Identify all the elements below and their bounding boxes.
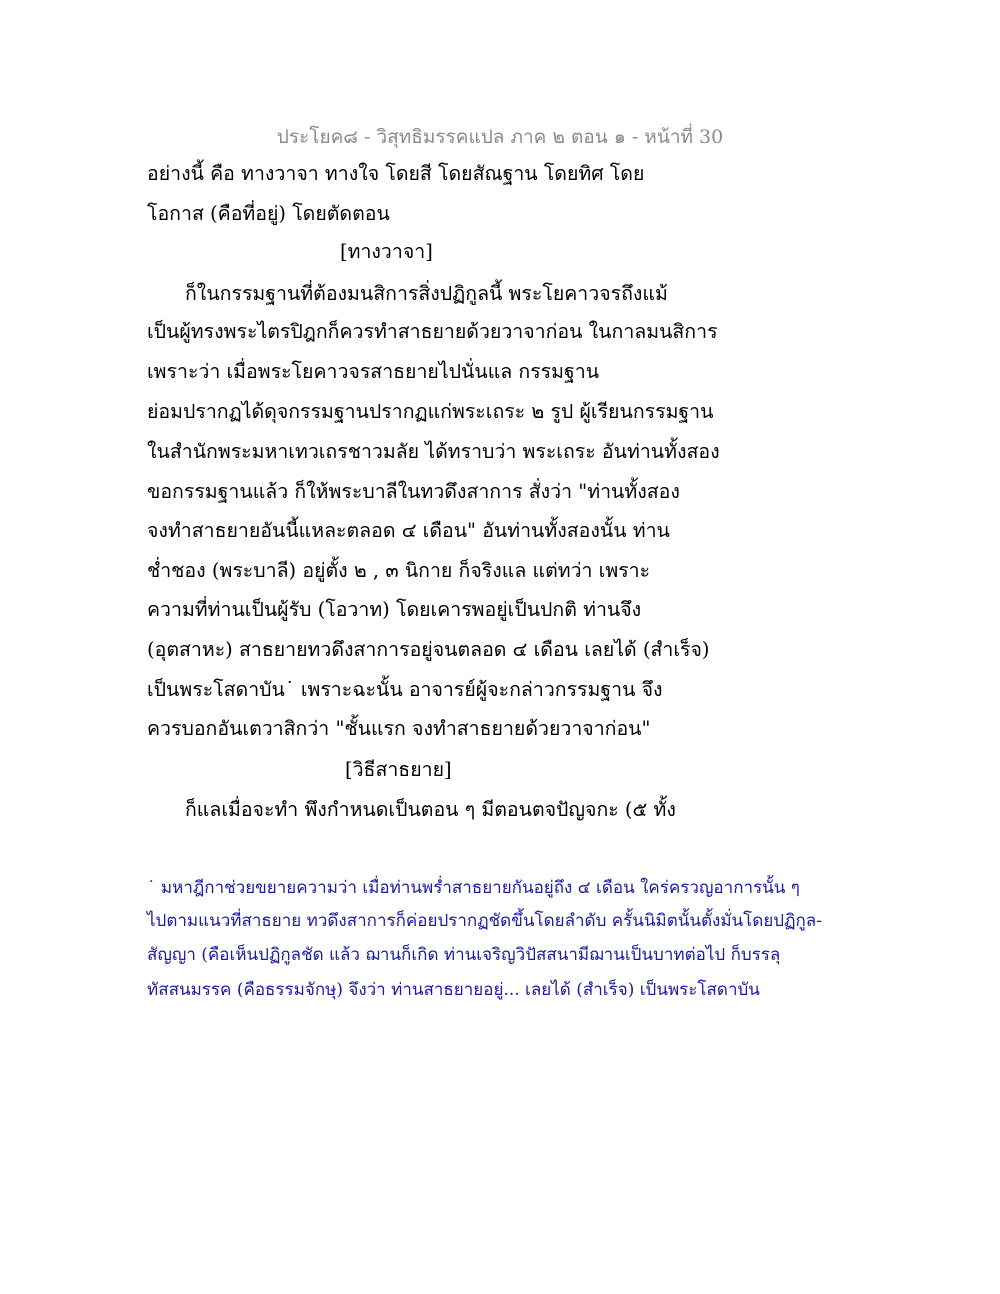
- body-line-11: ช่ำชอง (พระบาลี) อยู่ตั้ง ๒ , ๓ นิกาย ก็จริงแล แต่ทว่า เพราะ: [147, 559, 651, 582]
- body-line-6: เพราะว่า เมื่อพระโยคาวจรสาธยายไปนั่นแล กรรมฐาน: [147, 360, 600, 383]
- body-line-7: ย่อมปรากฏได้ดุจกรรมฐานปรากฏแก่พระเถระ ๒ รูป ผู้เรียนกรรมฐาน: [147, 400, 714, 423]
- body-line-13: (อุตสาหะ) สาธยายทวดึงสาการอยู่จนตลอด ๔ เดือน เลยได้ (สำเร็จ): [147, 638, 710, 661]
- section-heading-vocal: [ทางวาจา]: [340, 240, 433, 263]
- body-line-17: ก็แลเมื่อจะทำ พึงกำหนดเป็นตอน ๆ มีตอนตจปัญจกะ (๕ ทั้ง: [185, 798, 676, 821]
- footnote-line-1: ˙ มหาฎีกาช่วยขยายความว่า เมื่อท่านพร่ำสาธยายกันอยู่ถึง ๔ เดือน ใคร่ครวญอาการนั้น ๆ: [147, 878, 800, 898]
- footnote-line-2: ไปตามแนวที่สาธยาย ทวดึงสาการก็ค่อยปรากฏชัดขึ้นโดยลำดับ ครั้นนิมิตนั้นตั้งมั่นโดยปฏิกูล-: [147, 911, 822, 931]
- body-line-5: เป็นผู้ทรงพระไตรปิฎกก็ควรทำสาธยายด้วยวาจาก่อน ในกาลมนสิการ: [147, 320, 718, 343]
- page-header: ประโยค๘ - วิสุทธิมรรคแปล ภาค ๒ ตอน ๑ - หน้าที่ 30: [276, 126, 724, 148]
- body-line-8: ในสำนักพระมหาเทวเถรชาวมลัย ได้ทราบว่า พระเถระ อันท่านทั้งสอง: [147, 440, 720, 463]
- body-line-1: อย่างนี้ คือ ทางวาจา ทางใจ โดยสี โดยสัณฐาน โดยทิศ โดย: [147, 162, 645, 185]
- body-line-14: เป็นพระโสดาบัน˙ เพราะฉะนั้น อาจารย์ผู้จะกล่าวกรรมฐาน จึง: [147, 678, 663, 701]
- body-line-12: ความที่ท่านเป็นผู้รับ (โอวาท) โดยเคารพอยู่เป็นปกติ ท่านจึง: [147, 598, 642, 621]
- body-line-2: โอกาส (คือที่อยู่) โดยตัดตอน: [147, 202, 390, 225]
- body-line-9: ขอกรรมฐานแล้ว ก็ให้พระบาลีในทวดึงสาการ สั่งว่า "ท่านทั้งสอง: [147, 480, 680, 503]
- footnote-line-3: สัญญา (คือเห็นปฏิกูลชัด แล้ว ฌานก็เกิด ท่านเจริญวิปัสสนามีฌานเป็นบาทต่อไป ก็บรรลุ: [147, 945, 781, 965]
- section-heading-method: [วิธีสาธยาย]: [345, 758, 452, 781]
- body-line-10: จงทำสาธยายอันนี้แหละตลอด ๔ เดือน" อันท่านทั้งสองนั้น ท่าน: [147, 519, 670, 542]
- footnote-line-4: ทัสสนมรรค (คือธรรมจักษุ) จึงว่า ท่านสาธยายอยู่... เลยได้ (สำเร็จ) เป็นพระโสดาบัน: [147, 980, 760, 1000]
- body-line-15: ควรบอกอันเตวาสิกว่า "ชั้นแรก จงทำสาธยายด้วยวาจาก่อน": [147, 717, 651, 740]
- body-line-4: ก็ในกรรมฐานที่ต้องมนสิการสิ่งปฏิกูลนี้ พระโยคาวจรถึงแม้: [185, 282, 668, 305]
